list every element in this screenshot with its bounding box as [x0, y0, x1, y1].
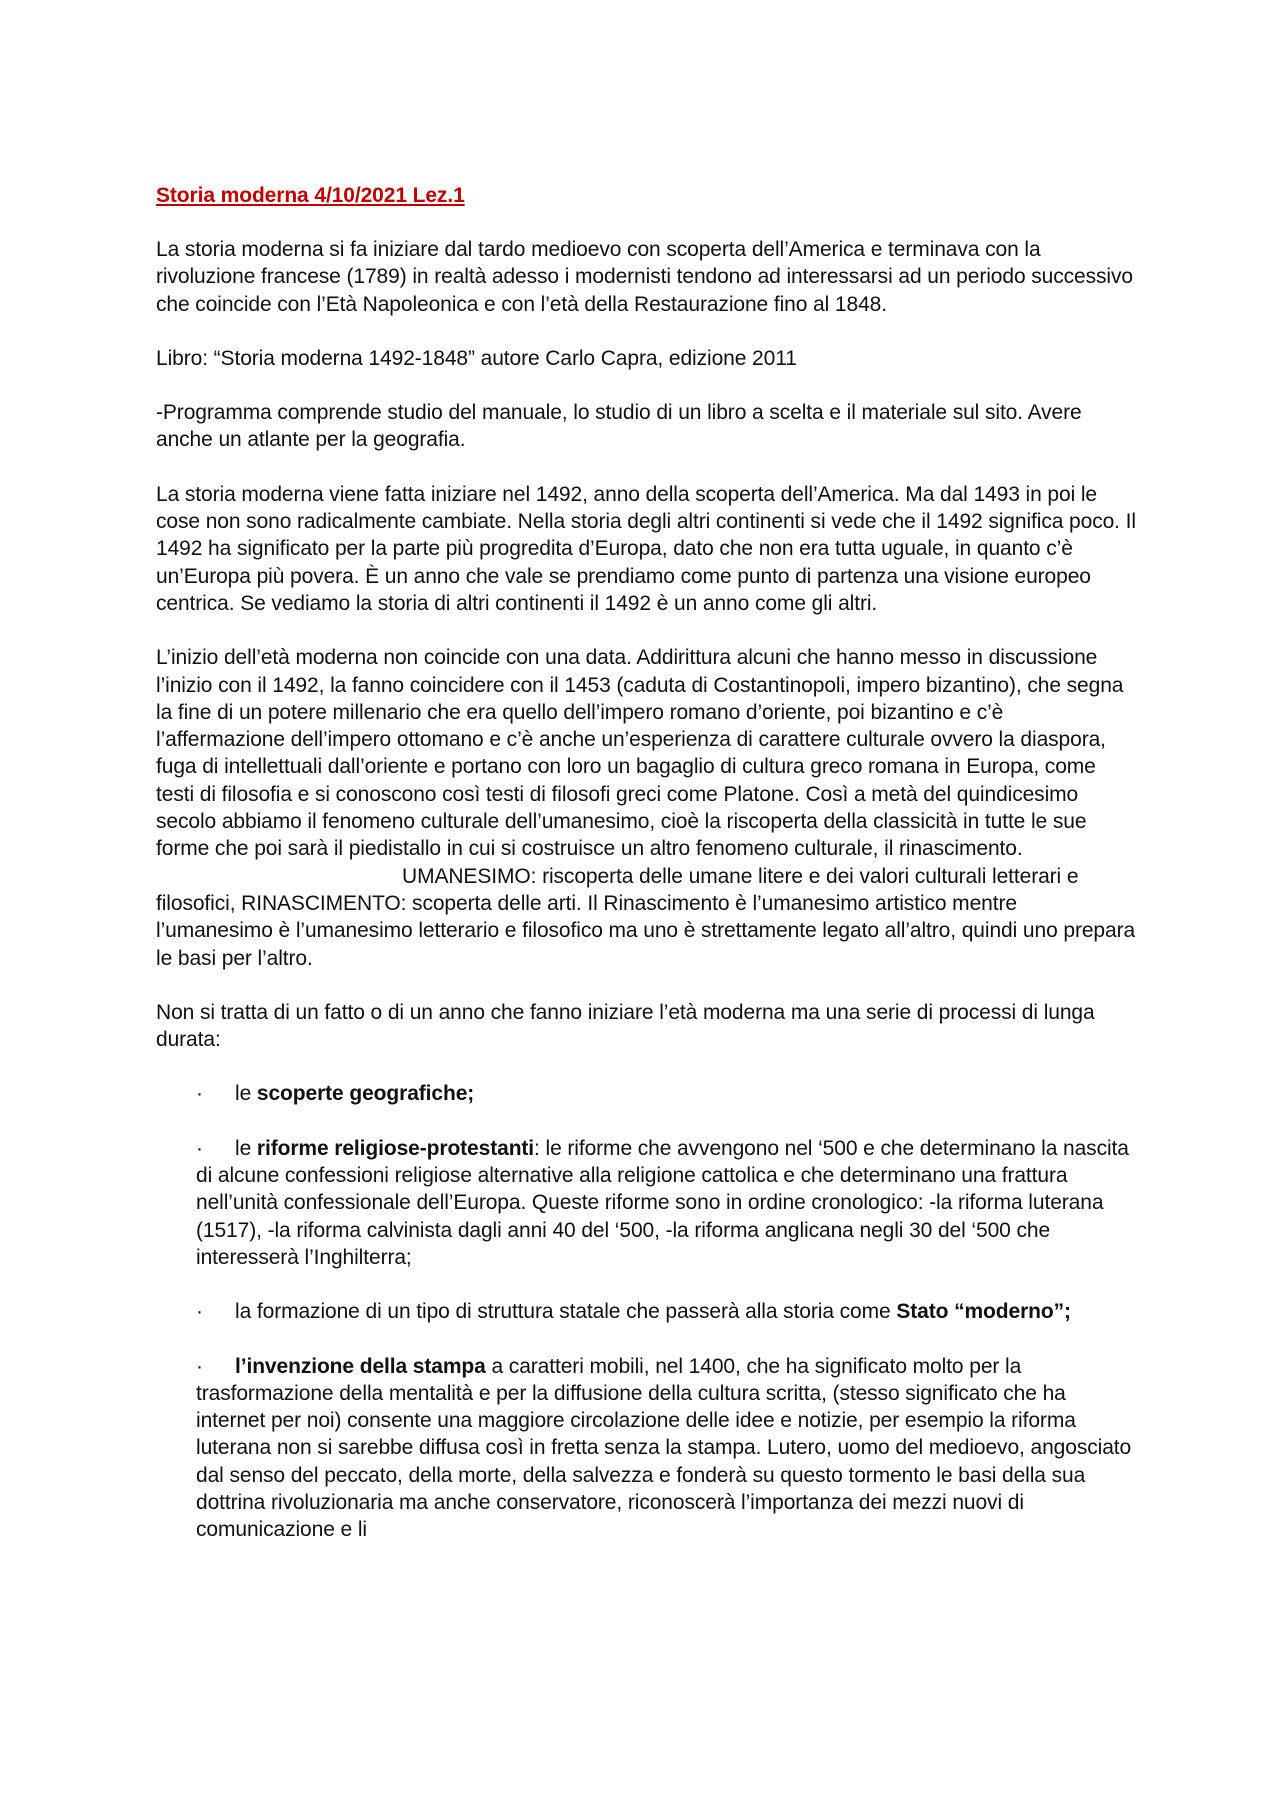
item-text: le	[235, 1082, 257, 1106]
bullet-icon: ·	[196, 1300, 203, 1324]
paragraph-program: -Programma comprende studio del manuale, lo studio di un libro a scelta e il materiale sul sito. Avere anche un atlante per la geografia.	[156, 401, 1082, 452]
list-item	[196, 1135, 1136, 1271]
list-item	[196, 1298, 1136, 1325]
item-bold-text: l’invenzione della stampa	[235, 1354, 486, 1378]
item-text: la formazione di un tipo di struttura statale che passerà alla storia come	[235, 1300, 897, 1324]
processes-list	[196, 1080, 1136, 1543]
paragraph-book: Libro: “Storia moderna 1492-1848” autore Carlo Capra, edizione 2011	[156, 346, 797, 370]
paragraph-intro: La storia moderna si fa iniziare dal tardo medioevo con scoperta dell’America e terminava con la rivoluzione francese (1789) in realtà adesso i modernisti tendono ad interessarsi ad un periodo successivo che coincide con l’Età Napoleonica e con l’età della Restaurazione fino al 1848.	[156, 238, 1133, 316]
paragraph-modern-age-part1: L’inizio dell’età moderna non coincide con una data. Addirittura alcuni che hanno messo in discussione l’inizio con il 1492, la fanno coincidere con il 1453 (caduta di Costantinopoli, impero bizantino), che segna la fine di un potere millenario che era quello dell’impero romano d’oriente, poi bizantino e c’è l’affermazione dell’impero ottomano e c’è anche un’esperienza di carattere culturale ovvero la diaspora, fuga di intellettuali dall’oriente e portano con loro un bagaglio di cultura greco romana in Europa, come testi di filosofia e si conoscono così testi di filosofi greci come Platone. Così a metà del quindicesimo secolo abbiamo il fenomeno culturale dell’umanesimo, cioè la riscoperta della classicità in tutte le sue forme che poi sarà il piedistallo in cui si costruisce un altro fenomeno culturale, il rinascimento.	[156, 646, 1124, 861]
item-text: a caratteri mobili, nel 1400, che ha significato molto per la trasformazione della mentalità e per la diffusione della cultura scritta, (stesso significato che ha internet per noi) consente una maggiore circolazione delle idee e notizie, per esempio la riforma luterana non si sarebbe diffusa così in fretta senza la stampa. Lutero, uomo del medioevo, angosciato dal senso del peccato, della morte, della salvezza e fonderà su questo tormento le basi della sua dottrina rivoluzionaria ma anche conservatore, riconoscerà l’importanza dei mezzi nuovi di comunicazione e li	[196, 1354, 1132, 1542]
item-bold-text: scoperte geografiche;	[256, 1082, 475, 1106]
item-bold-text: Stato “moderno”;	[896, 1300, 1071, 1324]
paragraph-processes: Non si tratta di un fatto o di un anno che fanno iniziare l’età moderna ma una serie di processi di lunga durata:	[156, 1000, 1095, 1052]
item-bold-text: riforme religiose-protestanti	[256, 1136, 535, 1160]
document-title: Storia moderna 4/10/2021 Lez.1	[156, 184, 465, 207]
paragraph-1492: La storia moderna viene fatta iniziare nel 1492, anno della scoperta dell’America. Ma dal 1493 in poi le cose non sono radicalmente cambiate. Nella storia degli altri continenti si vede che il 1492 significa poco. Il 1492 ha significato per la parte più progredita d’Europa, dato che non era tutta uguale, in quanto c’è un’Europa più povera. È un anno che vale se prendiamo come punto di partenza una visione europeo centrica. Se vediamo la storia di altri continenti il 1492 è un anno come gli altri.	[156, 482, 1136, 615]
item-text: le	[235, 1136, 257, 1160]
paragraph-modern-age-part2: UMANESIMO: riscoperta delle umane litere e dei valori culturali letterari e filosofici, RINASCIMENTO: scoperta delle arti. Il Rinascimento è l’umanesimo artistico mentre l’umanesimo è l’umanesimo letterario e filosofico ma uno è strettamente legato all’altro, quindi uno prepara le basi per l’altro.	[156, 864, 1136, 970]
bullet-icon: ·	[196, 1082, 203, 1106]
item-text: : le riforme che avvengono nel ‘500 e che determinano la nascita di alcune confessioni religiose alternative alla religione cattolica e che determinano una frattura nell’unità confessionale dell’Europa. Queste riforme sono in ordine cronologico: -la riforma luterana (1517), -la riforma calvinista dagli anni 40 del ‘500, -la riforma anglicana negli 30 del ‘500 che interesserà l’Inghilterra;	[196, 1136, 1129, 1269]
bullet-icon: ·	[196, 1136, 203, 1160]
list-item	[196, 1080, 1136, 1107]
list-item	[196, 1353, 1136, 1544]
bullet-icon: ·	[196, 1354, 203, 1378]
paragraph-modern-age	[156, 644, 1136, 972]
document-page	[156, 182, 1136, 1571]
